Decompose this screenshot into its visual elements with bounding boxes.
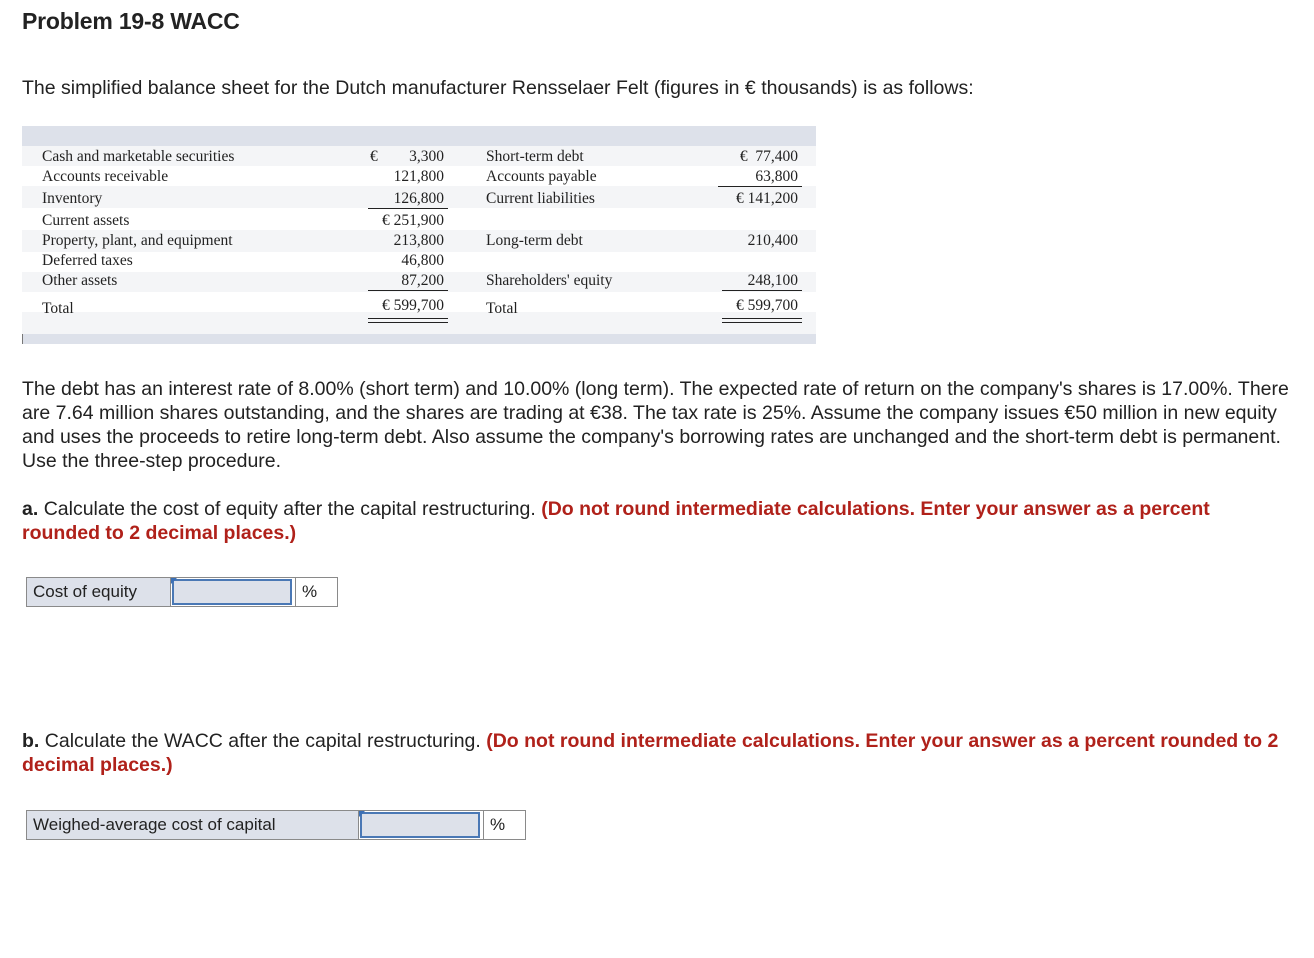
asset-label-current-assets: Current assets <box>42 212 130 229</box>
percent-unit: % <box>483 811 525 839</box>
input-marker-icon <box>359 811 365 817</box>
liability-value-payable: 63,800 <box>718 168 802 187</box>
question-a-text: Calculate the cost of equity after the capital restructuring. <box>43 498 536 520</box>
wacc-label: Weighed-average cost of capital <box>27 811 359 839</box>
asset-value-receivable: 121,800 <box>393 168 444 185</box>
wacc-row <box>26 810 526 840</box>
liability-value-equity: 248,100 <box>722 272 802 291</box>
asset-label-cash: Cash and marketable securities <box>42 148 235 165</box>
question-a-letter: a. <box>22 498 39 520</box>
question-b-text: Calculate the WACC after the capital restructuring. <box>44 730 481 752</box>
liability-label-current: Current liabilities <box>486 190 595 207</box>
asset-label-total: Total <box>42 300 74 317</box>
percent-unit: % <box>295 578 337 606</box>
table-header-bar <box>22 126 816 146</box>
liability-value-long-term-debt: 210,400 <box>747 232 798 249</box>
asset-value-cash: 3,300 <box>409 148 444 165</box>
liability-label-short-term-debt: Short-term debt <box>486 148 584 165</box>
cost-of-equity-label: Cost of equity <box>27 578 171 606</box>
asset-value-total: € 599,700 <box>382 297 444 314</box>
question-b-letter: b. <box>22 730 40 752</box>
input-marker-icon <box>171 578 177 584</box>
table-footer-bar <box>22 334 816 344</box>
asset-value-other: 87,200 <box>368 272 448 291</box>
intro-text: The simplified balance sheet for the Dutch manufacturer Rensselaer Felt (figures in € thousands) is as follows: <box>22 77 974 99</box>
currency-symbol: € <box>370 148 378 165</box>
liability-value-total: € 599,700 <box>736 297 798 314</box>
liability-label-long-term-debt: Long-term debt <box>486 232 583 249</box>
question-a <box>22 497 1292 545</box>
asset-label-deferred-taxes: Deferred taxes <box>42 252 133 269</box>
problem-title: Problem 19-8 WACC <box>22 8 240 34</box>
problem-description: The debt has an interest rate of 8.00% (short term) and 10.00% (long term). The expected rate of return on the company's shares is 17.00%. There are 7.64 million shares outstanding, and the shares are trading at €38. The tax rate is 25%. Assume the company issues €50 million in new equity and uses the proceeds to retire long-term debt. Also assume the company's borrowing rates are unchanged and the short-term debt is permanent. Use the three-step procedure. <box>22 378 1289 472</box>
cost-of-equity-input[interactable] <box>172 579 292 605</box>
liability-value-current: € 141,200 <box>736 190 798 207</box>
liability-total-double-underline <box>722 318 802 323</box>
asset-label-inventory: Inventory <box>42 190 103 207</box>
liability-label-payable: Accounts payable <box>486 168 597 185</box>
liability-label-equity: Shareholders' equity <box>486 272 613 289</box>
question-b-instruction: (Do not round intermediate calculations. Enter your answer as a percent rounded to 2 decimal places.) <box>22 730 1279 776</box>
asset-value-current-assets: € 251,900 <box>382 212 444 229</box>
question-a-instruction: (Do not round intermediate calculations. Enter your answer as a percent rounded to 2 decimal places.) <box>22 498 1210 544</box>
asset-value-inventory: 126,800 <box>368 190 448 209</box>
wacc-input[interactable] <box>360 812 480 838</box>
asset-value-deferred-taxes: 46,800 <box>401 252 444 269</box>
cost-of-equity-row <box>26 577 338 607</box>
asset-label-ppe: Property, plant, and equipment <box>42 232 233 249</box>
liability-label-total: Total <box>486 300 518 317</box>
asset-value-ppe: 213,800 <box>393 232 444 249</box>
asset-label-receivable: Accounts receivable <box>42 168 169 185</box>
balance-sheet-table <box>22 126 816 344</box>
asset-label-other: Other assets <box>42 272 118 289</box>
question-b <box>22 729 1292 777</box>
asset-total-double-underline <box>368 318 448 323</box>
liability-value-short-term-debt: € 77,400 <box>739 148 798 165</box>
